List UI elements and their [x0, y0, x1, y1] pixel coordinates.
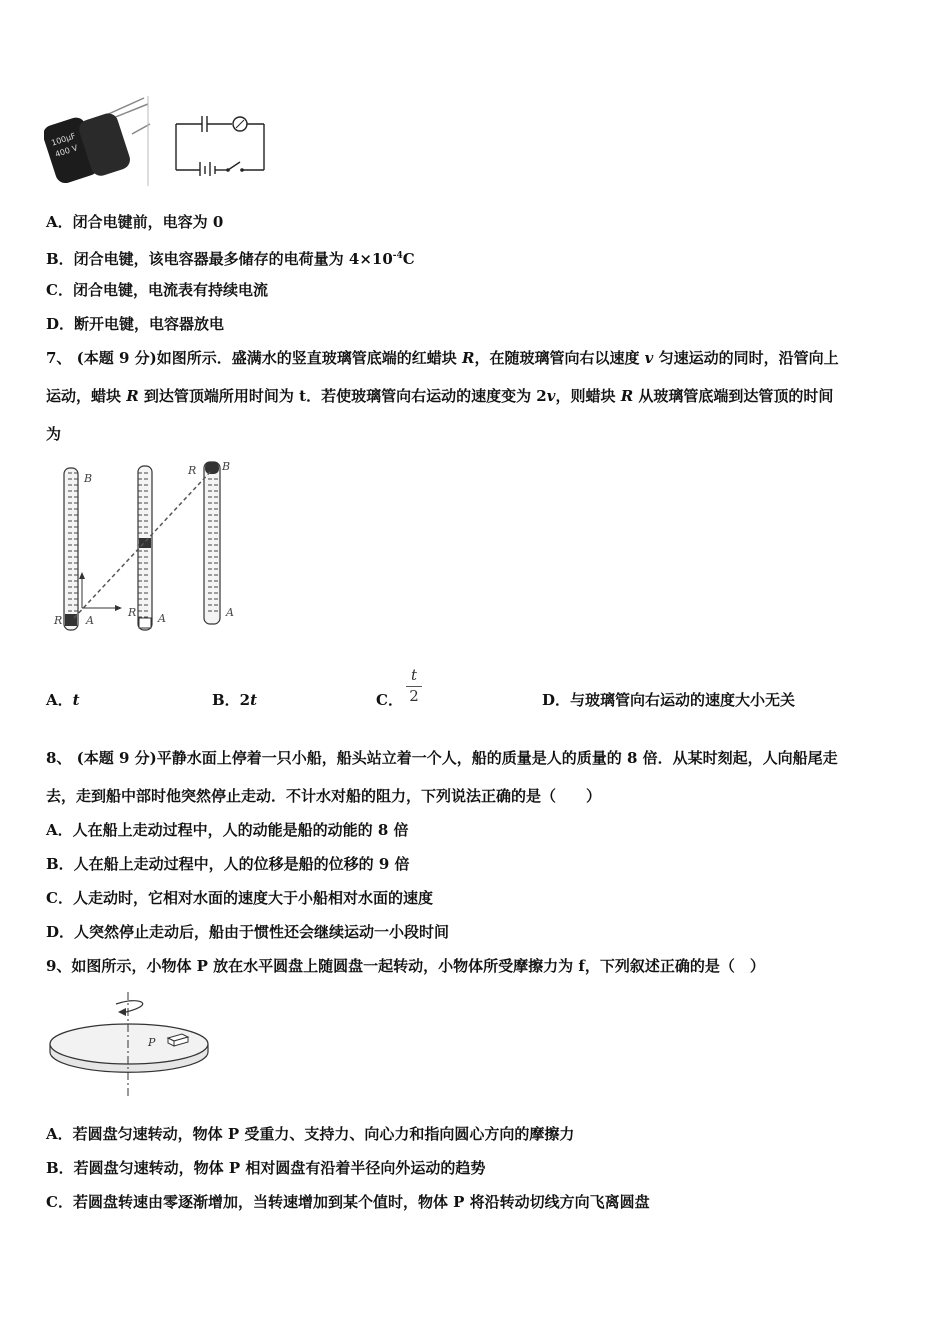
q7-var-r: R: [620, 387, 634, 405]
q8-option-c: C．人走动时，它相对水面的速度大于小船相对水面的速度: [46, 889, 433, 907]
label-a: A: [226, 606, 234, 619]
q8-stem-line1: 8、 (本题 9 分)平静水面上停着一只小船，船头站立着一个人，船的质量是人的质量的 8 倍．从某时刻起，人向船尾走: [46, 749, 838, 767]
q7-text: 匀速运动的同时，沿管向上: [653, 349, 839, 367]
q7-text: ，在随玻璃管向右以速度: [474, 349, 645, 367]
q7-option-b-label: B．2: [212, 691, 251, 709]
q6-option-c: C．闭合电键，电流表有持续电流: [46, 281, 268, 299]
q7-stem-line3: 为: [46, 425, 62, 443]
label-b: B: [84, 472, 93, 485]
cap-label-top: 100μF: [50, 131, 77, 148]
q7-stem-line2: [46, 386, 833, 406]
q9-stem: 9、如图所示，小物体 P 放在水平圆盘上随圆盘一起转动，小物体所受摩擦力为 f，下列叙述正确的是（ ）: [46, 957, 765, 975]
q8-option-d: D．人突然停止走动后，船由于惯性还会继续运动一小段时间: [46, 923, 450, 941]
q7-text: 运动，蜡块: [46, 387, 127, 405]
q7-text: ，则蜡块: [555, 387, 621, 405]
cap-label-volt: 400 V: [53, 143, 79, 160]
q7-var-r: R: [461, 349, 475, 367]
q6-option-d: D．断开电键，电容器放电: [46, 315, 225, 333]
q6-option-b-text: B．闭合电键，该电容器最多储存的电荷量为 4×10: [46, 250, 393, 268]
q6-option-b: [46, 246, 415, 269]
q9-option-c: C．若圆盘转速由零逐渐增加，当转速增加到某个值时，物体 P 将沿转动切线方向飞离圆盘: [46, 1193, 650, 1211]
q6-option-a: A．闭合电键前，电容为 0: [46, 213, 224, 231]
q9-option-a: A．若圆盘匀速转动，物体 P 受重力、支持力、向心力和指向圆心方向的摩擦力: [46, 1125, 575, 1143]
q8-option-b: B．人在船上走动过程中，人的位移是船的位移的 9 倍: [46, 855, 410, 873]
q8-option-a: A．人在船上走动过程中，人的动能是船的动能的 8 倍: [46, 821, 409, 839]
q7-option-d: D．与玻璃管向右运动的速度大小无关: [542, 691, 796, 709]
q7-option-c-fraction: [404, 666, 424, 705]
q7-text: 到达管顶端所用时间为 t．若使玻璃管向右运动的速度变为 2: [138, 387, 547, 405]
q6-option-b-exponent: -4: [392, 251, 403, 261]
q7-option-b: [212, 690, 257, 710]
label-r: R: [128, 606, 137, 619]
label-r: R: [54, 614, 63, 627]
q9-option-b: B．若圆盘匀速转动，物体 P 相对圆盘有沿着半径向外运动的趋势: [46, 1159, 486, 1177]
fraction-numerator: t: [410, 666, 418, 684]
label-b: B: [222, 460, 231, 473]
q8-stem-line2: 去，走到船中部时他突然停止走动．不计水对船的阻力，下列说法正确的是（ ）: [46, 787, 602, 805]
q7-var-v: v: [644, 349, 654, 367]
q7-option-a-label: A．: [46, 691, 73, 709]
label-r: R: [188, 464, 197, 477]
circuit-diagram: [172, 110, 268, 176]
q6-option-b-unit: C: [402, 250, 415, 268]
label-a: A: [158, 612, 166, 625]
q7-option-b-value: t: [250, 691, 258, 709]
label-a: A: [86, 614, 94, 627]
q7-text: 7、 (本题 9 分)如图所示．盛满水的竖直玻璃管底端的红蜡块: [46, 349, 462, 367]
q7-stem-line1: [46, 348, 839, 368]
q7-var-r: R: [126, 387, 139, 405]
q7-var-v: v: [546, 387, 556, 405]
rotating-disk-diagram: [46, 990, 212, 1100]
q7-option-a: [46, 690, 80, 710]
fraction-denominator: 2: [406, 686, 422, 705]
q7-text: 从玻璃管底端到达管顶的时间: [633, 387, 834, 405]
glass-tubes-diagram: [52, 458, 248, 636]
capacitor-photo: [44, 96, 154, 188]
q7-option-c-label: C．: [376, 691, 403, 709]
label-p: P: [148, 1036, 156, 1049]
q7-option-a-value: t: [72, 691, 80, 709]
